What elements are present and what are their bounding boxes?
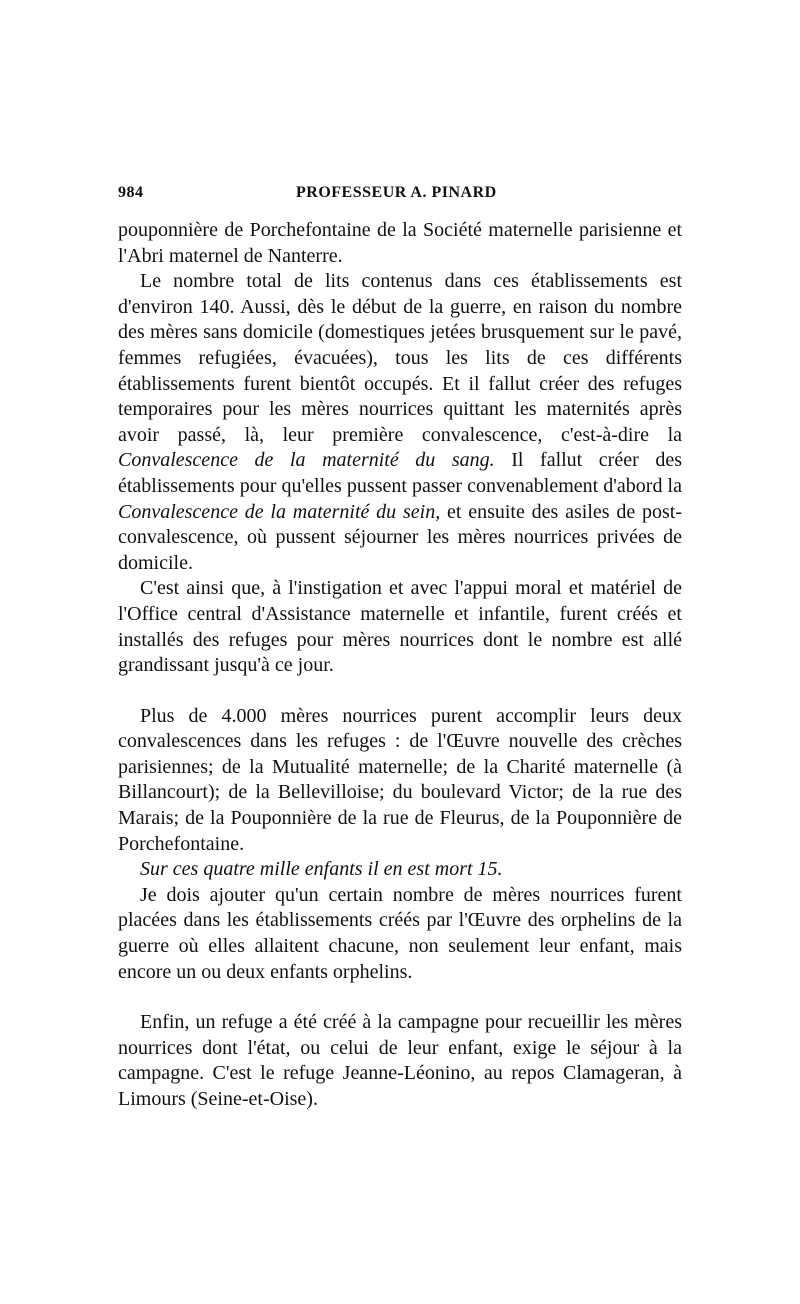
italic-phrase: Convalescence de la maternité du sein, [118,500,441,523]
paragraph-text: et ensuite des asiles de post-convalescence, où pussent séjourner les mères nourrices privées de domicile. [118,500,682,574]
paragraph-mortalite: Sur ces quatre mille enfants il en est mort 15. [140,858,503,881]
paragraph-text: Il fallut créer des établissements pour qu'elles pussent passer convenablement d'abord la [118,449,682,497]
paragraph-orphelins: Je dois ajouter qu'un certain nombre de mères nourrices furent placées dans les établissements créés par l'Œuvre des orphelins de la guerre où elles allaitent chacune, non seulement leur enfant, mais encore un ou deux enfants orphelins. [118,883,682,983]
paragraph-campagne: Enfin, un refuge a été créé à la campagne pour recueillir les mères nourrices dont l'état, ou celui de leur enfant, exige le séjour à la campagne. C'est le refuge Jeanne-Léonino, au repos Clamageran, à Limours (Seine-et-Oise). [118,1011,682,1110]
page-number: 984 [118,184,144,201]
paragraph-text: Le nombre total de lits contenus dans ces établissements est d'environ 140. Aussi, dès le début de la guerre, en raison du nombre des mères sans domicile (domestiques jetées brusquement sur le pavé, femmes refugiées, évacuées), tous les lits de ces différents établissements furent bientôt occupés. Et il fallut créer des refuges temporaires pour les mères nourrices quittant les maternités après avoir passé, là, leur première convalescence, c'est-à-dire la [118,270,682,446]
running-title: PROFESSEUR A. PINARD [296,184,497,201]
paragraph-lits [118,269,682,576]
paragraph-refuges: Plus de 4.000 mères nourrices purent accomplir leurs deux convalescences dans les refuges : de l'Œuvre nouvelle des crèches parisiennes; de la Mutualité maternelle; de la Charité maternelle (à Billancourt); de la Bellevilloise; du boulevard Victor; de la rue des Marais; de la Pouponnière de la rue de Fleurus, de la Pouponnière de Porchefontaine. [118,704,682,855]
running-header [118,184,682,210]
page-body [118,218,682,1113]
paragraph-continuation: pouponnière de Porchefontaine de la Société maternelle parisienne et l'Abri maternel de Nanterre. [118,219,682,267]
paragraph-office-central: C'est ainsi que, à l'instigation et avec l'appui moral et matériel de l'Office central d'Assistance maternelle et infantile, furent créés et installés des refuges pour mères nourrices dont le nombre est allé grandissant jusqu'à ce jour. [118,577,682,677]
italic-phrase: Convalescence de la maternité du sang. [118,449,495,472]
book-page [118,184,682,1113]
